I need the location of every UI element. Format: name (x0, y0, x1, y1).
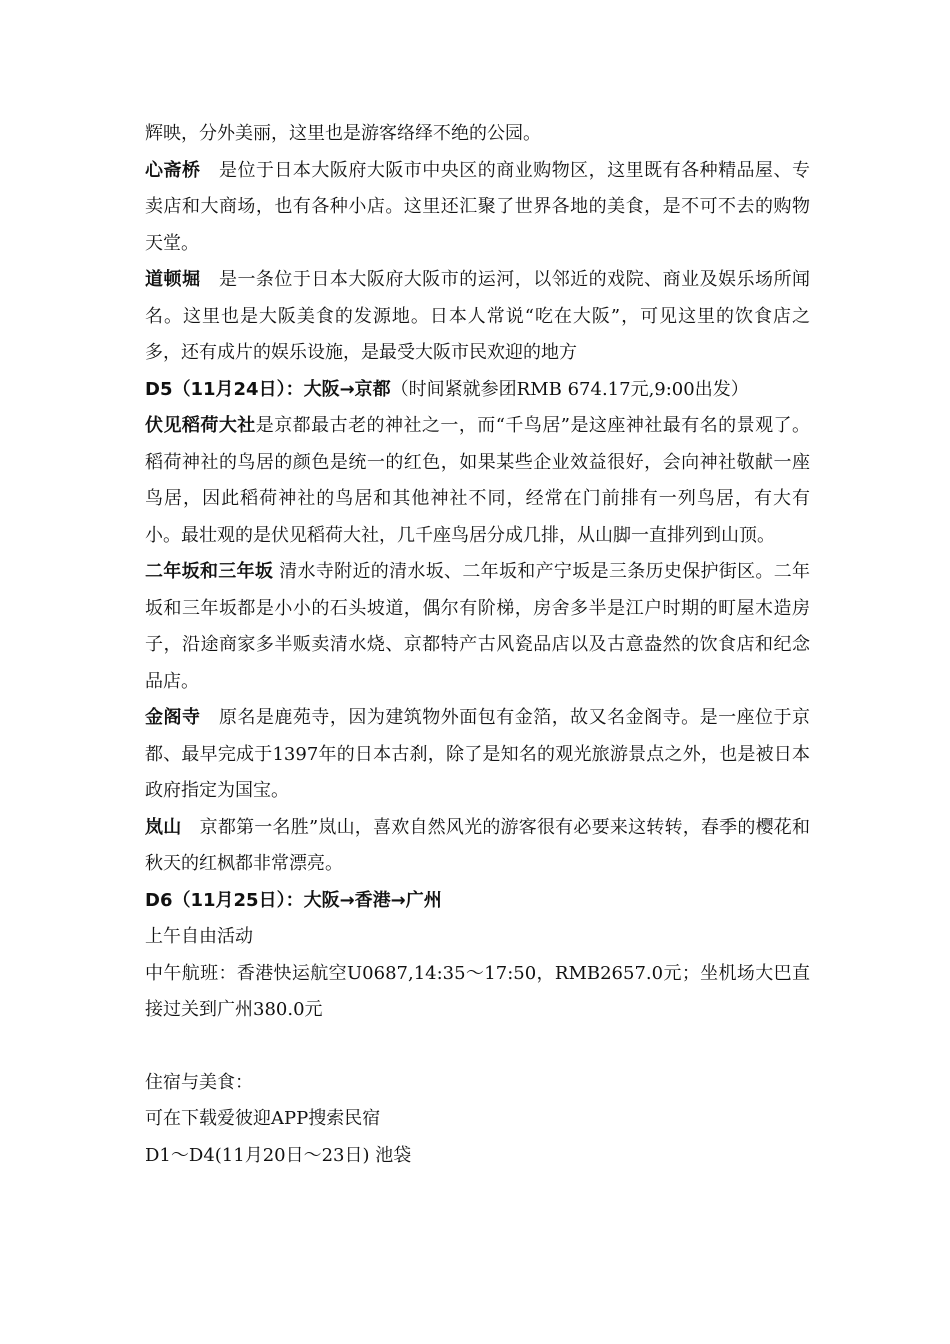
day-heading-d5 (145, 372, 810, 409)
paragraph-ninenzaka (145, 554, 810, 700)
paragraph-park-tail: 辉映，分外美丽，这里也是游客络绎不绝的公园。 (145, 123, 541, 144)
lodging-d1-d4: D1～D4(11月20日～23日) 池袋 (145, 1144, 412, 1166)
paragraph-shinsaibashi (145, 153, 810, 263)
spot-title-kinkakuji: 金阁寺 (145, 707, 201, 728)
lodging-heading: 住宿与美食： (145, 1071, 253, 1093)
paragraph-kinkakuji (145, 700, 810, 810)
blank-line (145, 1029, 810, 1065)
day-heading-d6: D6（11月25日）：大阪→香港→广州 (145, 889, 442, 911)
spot-text-dotonbori: 是一条位于日本大阪府大阪市的运河，以邻近的戏院、商业及娱乐场所闻名。这里也是大阪美食的发源地。日本人常说“吃在大阪”，可见这里的饮食店之多，还有成片的娱乐设施，是最受大阪市民欢迎的地方 (145, 269, 811, 363)
spot-title-ninenzaka: 二年坂和三年坂 (145, 561, 274, 582)
day-note-d5: （时间紧就参团RMB 674.17元,9:00出发） (390, 378, 749, 400)
d6-morning: 上午自由活动 (145, 926, 253, 947)
spot-title-fushimi: 伏见稻荷大社 (145, 415, 256, 436)
lodging-tip: 可在下载爱彼迎APP搜索民宿 (145, 1108, 381, 1129)
spot-title-arashiyama: 岚山 (145, 816, 182, 838)
spot-title-dotonbori: 道顿堀 (145, 269, 201, 290)
spot-text-ninenzaka: 清水寺附近的清水坂、二年坂和产宁坂是三条历史保护街区。二年坂和三年坂都是小小的石头坡道，偶尔有阶梯，房舍多半是江户时期的町屋木造房子，沿途商家多半贩卖清水烧、京都特产古风瓷品店以及古意盎然的饮食店和纪念品店。 (145, 561, 811, 692)
spot-text-arashiyama: 京都第一名胜”岚山，喜欢自然风光的游客很有必要来这转转，春季的樱花和秋天的红枫都非常漂亮。 (145, 816, 810, 874)
spot-text-kinkakuji: 原名是鹿苑寺，因为建筑物外面包有金箔，故又名金阁寺。是一座位于京都、最早完成于1397年的日本古刹，除了是知名的观光旅游景点之外，也是被日本政府指定为国宝。 (145, 707, 811, 801)
day-title-d5: D5（11月24日）：大阪→京都 (145, 378, 391, 400)
paragraph-arashiyama (145, 810, 810, 883)
spot-title-shinsaibashi: 心斋桥 (145, 159, 201, 181)
spot-text-shinsaibashi: 是位于日本大阪府大阪市中央区的商业购物区，这里既有各种精品屋、专卖店和大商场，也有各种小店。这里还汇聚了世界各地的美食，是不可不去的购物天堂。 (145, 159, 811, 254)
document-page (145, 116, 810, 1174)
paragraph-fushimi (145, 408, 810, 554)
spot-text-fushimi: 是京都最古老的神社之一，而“千鸟居”是这座神社最有名的景观了。稻荷神社的鸟居的颜色是统一的红色，如果某些企业效益很好，会向神社敬献一座鸟居，因此稻荷神社的鸟居和其他神社不同，经常在门前排有一列鸟居，有大有小。最壮观的是伏见稻荷大社，几千座鸟居分成几排，从山脚一直排列到山顶。 (145, 415, 810, 546)
paragraph-dotonbori (145, 262, 810, 372)
d6-flight: 中午航班：香港快运航空U0687,14:35～17:50，RMB2657.0元；坐机场大巴直接过关到广州380.0元 (145, 962, 810, 1020)
